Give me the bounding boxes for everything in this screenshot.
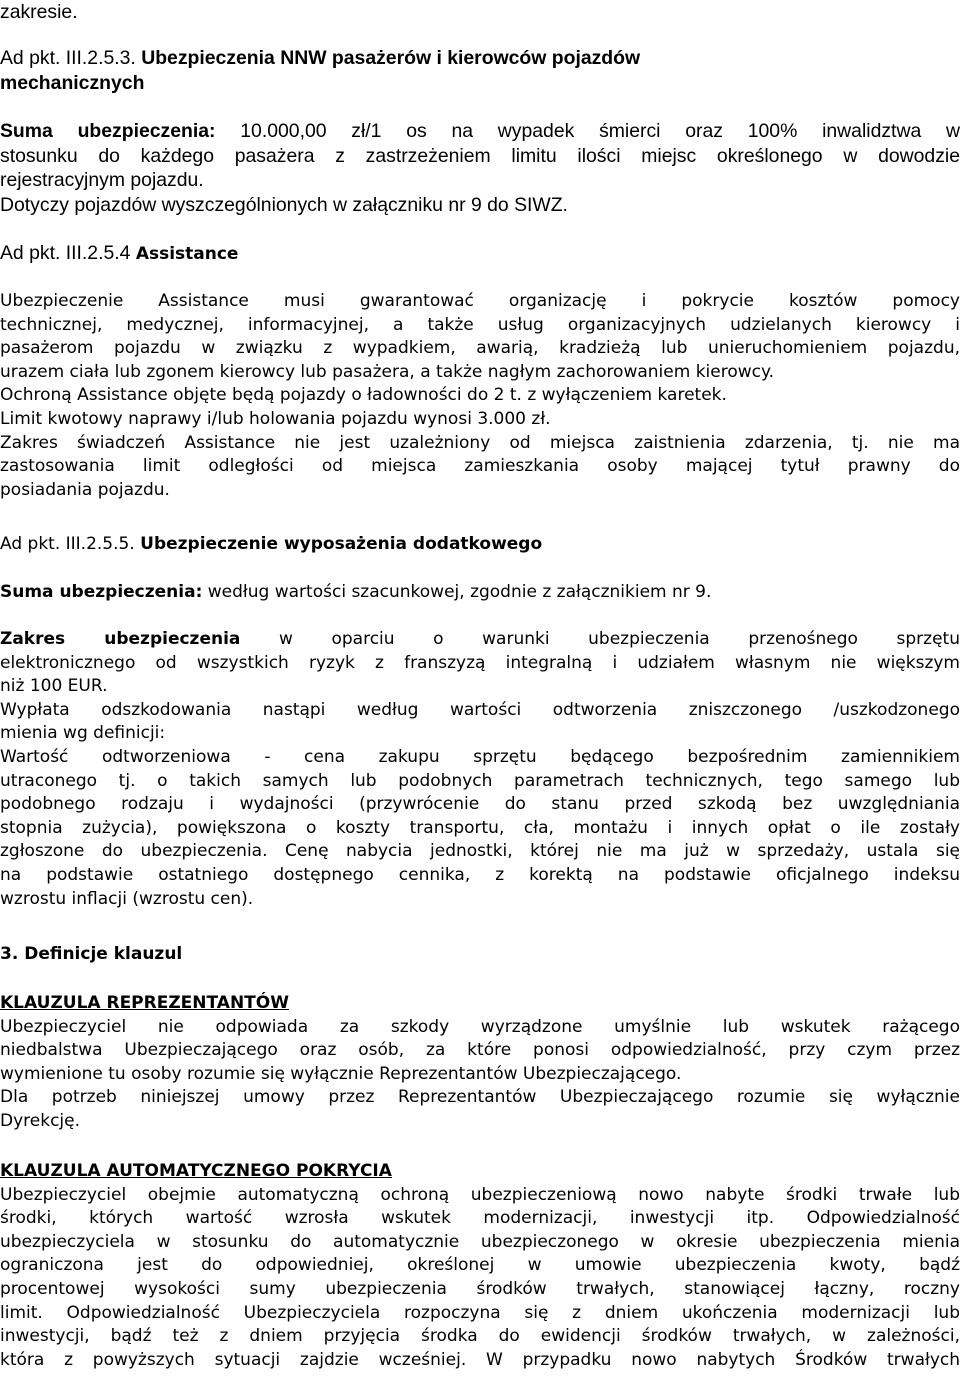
nnw-applies-note: Dotyczy pojazdów wyszczególnionych w załączniku nr 9 do SIWZ. — [0, 194, 568, 216]
clause-title: KLAUZULA AUTOMATYCZNEGO POKRYCIA — [0, 1161, 392, 1181]
heading-title-cont: mechanicznych — [0, 71, 145, 94]
section-heading-equipment: Ad pkt. III.2.5.5. Ubezpieczenie wyposażenia dodatkowego — [0, 534, 543, 554]
clause-representatives: KLAUZULA REPREZENTANTÓW Ubezpieczyciel nie odpowiada za szkody wyrządzone umyślnie lub wskutek rażącego niedbalstwa Ubezpieczającego oraz osób, za które ponosi odpowiedzialność, przy czym przez wymienione tu osoby rozumie się wyłącznie Reprezentantów Ubezpieczającego. Dla potrzeb niniejszej umowy przez Reprezentantów Ubezpieczającego rozumie się wyłącznie Dyrekcję. — [0, 993, 960, 1131]
sum-label: Suma ubezpieczenia: — [0, 582, 203, 602]
heading-title: Ubezpieczenia NNW pasażerów i kierowców pojazdów — [141, 47, 641, 69]
continued-text — [0, 0, 960, 25]
limit-note: Limit kwotowy naprawy i/lub holowania pojazdu wynosi 3.000 zł. — [0, 408, 551, 429]
top-fragment: zakresie. — [0, 1, 78, 23]
section-heading-definitions: 3. Definicje klauzul — [0, 944, 183, 964]
scope-label: Zakres ubezpieczenia — [0, 629, 241, 649]
nnw-sum-paragraph: Suma ubezpieczenia: 10.000,00 zł/1 os na wypadek śmierci oraz 100% inwalidztwa w stosunku do każdego pasażera z zastrzeżeniem limitu ilości miejsc określonego w dowodzie rejestracyjnym pojazdu. — [0, 120, 960, 191]
clause-automatic-cover: KLAUZULA AUTOMATYCZNEGO POKRYCIA Ubezpieczyciel obejmie automatyczną ochroną ubezpieczeniową nowo nabyte środki trwałe lub środki, których wartość wzrosła wskutek modernizacji, inwestycji itp. Odpowiedzialność ubezpieczyciela w stosunku do automatycznie ubezpieczonego w okresie ubezpieczenia mienia ograniczona jest do odpowiedniej, określonej w umowie ubezpieczenia kwoty, bądź procentowej wysokości sumy ubezpieczenia środków trwałych, stanowiącej łączny, roczny limit. Odpowiedzialność Ubezpieczyciela rozpoczyna się z dniem ukończenia modernizacji lub inwestycji, bądź też z dniem przyjęcia środka do ewidencji środków trwałych, w zależności, która z powyższych sytuacji zajdzie wcześniej. W przypadku nowo nabytych Środków trwałych — [0, 1161, 960, 1370]
assistance-body: Ubezpieczenie Assistance musi gwarantować organizację i pokrycie kosztów pomocy technicznej, medycznej, informacyjnej, a także usług organizacyjnych udzielanych kierowcy i pasażerom pojazdu w związku z wypadkiem, awarią, kradzieżą lub unieruchomieniem pojazdu, urazem ciała lub zgonem kierowcy lub pasażera, a także nagłym zachorowaniem kierowcy. Ochroną Assistance objęte będą pojazdy o ładowności do 2 t. z wyłączeniem karetek. Limit kwotowy naprawy i/lub holowania pojazdu wynosi 3.000 zł. Zakres świadczeń Assistance nie jest uzależniony od miejsca zaistnienia zdarzenia, tj. nie ma zastosowania limit odległości od miejsca zamieszkania osoby mającej tytuł prawny do posiadania pojazdu. — [0, 291, 960, 500]
clause-title: KLAUZULA REPREZENTANTÓW — [0, 993, 289, 1013]
sum-label: Suma ubezpieczenia: — [0, 120, 216, 142]
equipment-sum: Suma ubezpieczenia: według wartości szacunkowej, zgodnie z załącznikiem nr 9. — [0, 582, 712, 602]
equipment-scope: Zakres ubezpieczenia w oparciu o warunki ubezpieczenia przenośnego sprzętu elektronicznego od wszystkich ryzyk z franszyzą integralną i udziałem własnym nie większym niż 100 EUR. Wypłata odszkodowania nastąpi według wartości odtworzenia zniszczonego /uszkodzonego mienia wg definicji: Wartość odtworzeniowa - cena zakupu sprzętu będącego bezpośrednim zamiennikiem utraconego tj. o takich samych lub podobnych parametrach technicznych, tego samego lub podobnego rodzaju i wydajności (przywrócenie do stanu przed szkodą bez uwzględniania stopnia zużycia), powiększona o koszty transportu, cła, montażu i innych opłat o ile zostały zgłoszone do ubezpieczenia. Cenę nabycia jednostki, której nie ma już w sprzedaży, ustala się na podstawie ostatniego dostępnego cennika, z korektą na podstawie oficjalnego indeksu wzrostu inflacji (wzrostu cen). — [0, 629, 960, 909]
heading-prefix: Ad pkt. III.2.5.3. — [0, 47, 142, 69]
coverage-note: Ochroną Assistance objęte będą pojazdy o ładowności do 2 t. z wyłączeniem karetek. — [0, 385, 727, 406]
section-heading-nnw — [0, 46, 960, 95]
section-heading-assistance: Ad pkt. III.2.5.4 Assistance — [0, 242, 239, 264]
